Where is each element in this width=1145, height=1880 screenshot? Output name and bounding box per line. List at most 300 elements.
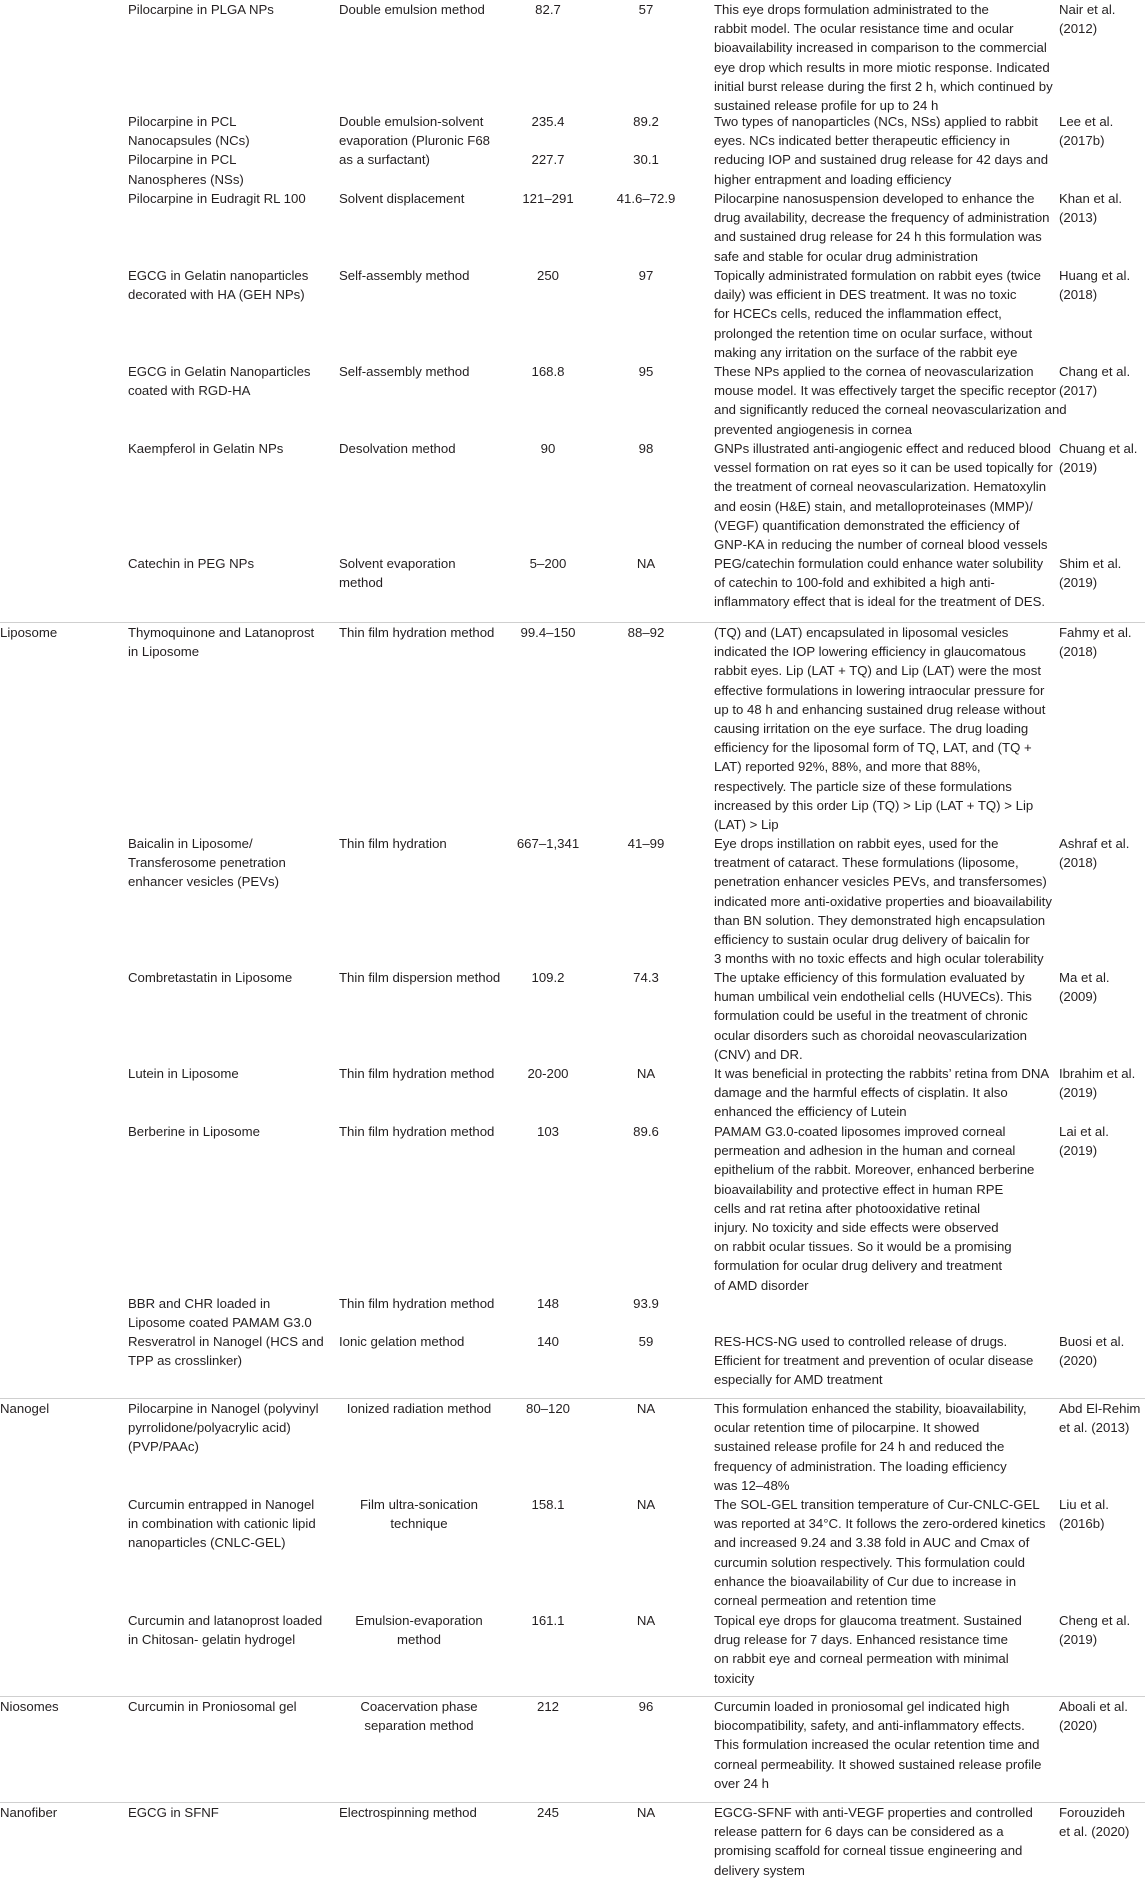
method-cell [339,362,469,381]
efficiency-cell-line: 98 [638,441,654,456]
particle-size-cell-line [500,131,596,150]
method-cell-line: Coacervation phase [360,1699,478,1714]
remarks-cell-line: ocular disorders such as choroidal neovascularization [714,1027,1028,1043]
reference-cell-line: Liu et al. [1059,1497,1109,1512]
method-cell-line: Electrospinning method [339,1805,477,1820]
method-cell-line: Thin film hydration method [339,1124,495,1139]
particle-size-cell [500,439,596,458]
particle-size-cell-line: 99.4–150 [520,625,576,640]
reference-cell-line: (2016b) [1059,1516,1105,1532]
remarks-cell-line: bioavailability increased in comparison to the commercial [714,40,1047,56]
formulation-cell-line: Pilocarpine in PCL [128,152,237,168]
formulation-cell [128,189,306,208]
method-cell-line: separation method [364,1718,474,1734]
formulation-cell [128,266,308,304]
reference-cell-line: Shim et al. [1059,556,1122,571]
formulation-cell-line: Curcumin in Proniosomal gel [128,1699,297,1714]
formulation-cell [128,834,286,892]
reference-cell [1059,189,1122,227]
method-cell [339,1399,499,1418]
efficiency-cell [596,1122,696,1141]
remarks-cell-line: over 24 h [714,1775,769,1791]
efficiency-cell-line: 89.6 [633,1124,659,1139]
reference-cell-line: et al. (2013) [1059,1420,1130,1436]
formulation-cell-line: Transferosome penetration [128,855,286,871]
method-cell-line: technique [390,1516,448,1532]
efficiency-cell-line: NA [636,1401,656,1416]
category-cell-line: Liposome [0,625,58,640]
remarks-cell-line: especially for AMD treatment [714,1372,883,1388]
remarks-cell-line: PEG/catechin formulation could enhance water solubility [714,556,1044,571]
formulation-cell-line: Kaempferol in Gelatin NPs [128,441,284,456]
particle-size-cell-line: 90 [540,441,556,456]
reference-cell-line: (2020) [1059,1353,1098,1369]
efficiency-cell-line: 30.1 [633,152,659,168]
reference-cell-line: Khan et al. [1059,191,1123,206]
formulation-cell-line: nanoparticles (CNLC-GEL) [128,1535,286,1551]
particle-size-cell [500,362,596,381]
reference-cell-line: Huang et al. [1059,268,1131,283]
formulation-cell [128,623,314,661]
remarks-cell [714,834,1052,968]
remarks-cell-line: formulation for ocular drug delivery and treatment [714,1258,1003,1274]
remarks-cell-line: The SOL-GEL transition temperature of Cur-CNLC-GEL [714,1497,1040,1512]
reference-cell [1059,554,1121,592]
formulation-cell [128,1332,324,1370]
formulation-cell-line: Catechin in PEG NPs [128,556,255,571]
reference-cell-line: (2013) [1059,210,1098,226]
remarks-cell-line: sustained release profile for 24 h and reduced the [714,1439,1005,1455]
formulation-cell-line: Pilocarpine in PCL [128,114,237,129]
remarks-cell-line: increased by this order Lip (TQ) > Lip (LAT + TQ) > Lip [714,797,1034,813]
remarks-cell-line: penetration enhancer vesicles PEVs, and transfersomes) [714,874,1047,890]
remarks-cell-line: (CNV) and DR. [714,1046,803,1062]
method-cell-line: Ionized radiation method [346,1401,492,1416]
reference-cell-line: Nair et al. [1059,2,1116,17]
formulation-cell-line: in Chitosan- gelatin hydrogel [128,1632,296,1648]
particle-size-cell-line: 227.7 [531,152,565,168]
particle-size-cell [500,968,596,987]
formulation-cell [128,1495,316,1553]
reference-cell [1059,1332,1124,1370]
formulation-cell-line: Curcumin entrapped in Nanogel [128,1497,315,1512]
method-cell-line: as a surfactant) [339,152,430,168]
formulation-cell-line: pyrrolidone/polyacrylic acid) [128,1420,291,1436]
formulation-cell-line: Pilocarpine in PLGA NPs [128,2,274,17]
remarks-cell [714,189,1050,266]
remarks-cell-line: human umbilical vein endothelial cells (HUVECs). This [714,989,1032,1005]
remarks-cell-line: Pilocarpine nanosuspension developed to enhance the [714,191,1035,206]
remarks-cell-line: on rabbit eye and corneal permeation with minimal [714,1651,1009,1667]
method-cell-line: method [397,1632,441,1648]
remarks-cell-line: safe and stable for ocular drug administration [714,248,978,264]
remarks-cell-line: Eye drops instillation on rabbit eyes, used for the [714,836,999,851]
particle-size-cell-line: 148 [536,1296,559,1311]
efficiency-cell-line: 41.6–72.9 [616,191,676,206]
reference-cell [1059,623,1132,661]
particle-size-cell [500,112,596,170]
method-cell [339,266,469,285]
remarks-cell-line: permeation and adhesion in the human and corneal [714,1143,1016,1159]
reference-cell-line: (2019) [1059,1085,1098,1101]
efficiency-cell [596,1803,696,1822]
remarks-cell-line: for HCECs cells, reduced the inflammation effect, [714,306,1002,322]
reference-cell-line: (2019) [1059,460,1098,476]
efficiency-cell-line: NA [636,556,656,571]
formulation-cell-line: in Liposome [128,644,200,660]
particle-size-cell [500,1294,596,1313]
efficiency-cell-line: NA [636,1805,656,1820]
remarks-cell [714,1064,1049,1122]
remarks-cell-line: PAMAM G3.0-coated liposomes improved corneal [714,1124,1006,1139]
remarks-cell-line: GNPs illustrated anti-angiogenic effect and reduced blood [714,441,1051,456]
remarks-cell-line: initial burst release during the first 2 h, which continued by [714,78,1053,94]
remarks-cell-line: toxicity [714,1670,755,1686]
method-cell-line: Solvent displacement [339,191,465,206]
remarks-cell-line: damage and the harmful effects of cisplatin. It also [714,1085,1008,1101]
formulation-cell-line: Curcumin and latanoprost loaded [128,1613,323,1628]
particle-size-cell [500,1611,596,1630]
method-cell [339,1803,477,1822]
reference-cell [1059,1697,1128,1735]
remarks-cell-line: Topical eye drops for glaucoma treatment. Sustained [714,1613,1022,1628]
remarks-cell-line: eye drop which results in more miotic response. Indicated [714,59,1050,75]
remarks-cell [714,1697,1041,1793]
remarks-cell-line: prevented angiogenesis in cornea [714,421,912,437]
reference-cell [1059,1495,1109,1533]
table-row [0,1696,1145,1791]
method-cell [339,1294,494,1313]
remarks-cell [714,1122,1034,1295]
formulation-cell-line: EGCG in Gelatin Nanoparticles [128,364,311,379]
reference-cell-line: Ibrahim et al. [1059,1066,1136,1081]
method-cell [339,0,485,19]
category-cell [0,623,57,642]
remarks-cell-line: The uptake efficiency of this formulation evaluated by [714,970,1025,985]
remarks-cell-line: (TQ) and (LAT) encapsulated in liposomal vesicles [714,625,1009,640]
remarks-cell-line: (VEGF) quantification demonstrated the efficiency of [714,517,1020,533]
formulation-cell [128,0,274,19]
reference-cell-line: et al. (2020) [1059,1824,1130,1840]
remarks-cell-line: (LAT) > Lip [714,816,779,832]
category-cell [0,1803,57,1822]
method-cell [339,1332,464,1351]
remarks-cell-line: prolonged the retention time on ocular surface, without [714,325,1033,341]
remarks-cell-line: and significantly reduced the corneal neovascularization and [714,402,1067,418]
reference-cell-line: (2012) [1059,21,1098,37]
method-cell [339,968,500,987]
efficiency-cell-line: 59 [638,1334,654,1349]
method-cell-line: Double emulsion method [339,2,485,17]
reference-cell [1059,1064,1135,1102]
method-cell [339,112,490,170]
remarks-cell-line: epithelium of the rabbit. Moreover, enhanced berberine [714,1162,1035,1178]
method-cell [339,1697,499,1735]
table-row [0,622,1145,832]
remarks-cell-line: frequency of administration. The loading efficiency [714,1458,1007,1474]
particle-size-cell-line: 245 [536,1805,559,1820]
particle-size-cell-line: 121–291 [522,191,574,206]
reference-cell-line: (2018) [1059,644,1098,660]
efficiency-cell [596,1697,696,1716]
remarks-cell-line: higher entrapment and loading efficiency [714,171,952,187]
remarks-cell-line: This formulation enhanced the stability, bioavailability, [714,1401,1027,1416]
formulation-cell-line: Pilocarpine in Nanogel (polyvinyl [128,1401,319,1416]
efficiency-cell-line: NA [636,1497,656,1512]
efficiency-cell [596,1064,696,1083]
remarks-cell-line: corneal permeability. It showed sustained release profile [714,1756,1042,1772]
particle-size-cell-line: 20-200 [527,1066,569,1081]
remarks-cell-line: and sustained drug release for 24 h this formulation was [714,229,1042,245]
reference-cell-line: (2020) [1059,1718,1098,1734]
remarks-cell-line: EGCG-SFNF with anti-VEGF properties and controlled [714,1805,1033,1820]
remarks-cell-line: formulation could be useful in the treatment of chronic [714,1008,1028,1024]
particle-size-cell [500,834,596,853]
remarks-cell-line: treatment of cataract. These formulations (liposome, [714,855,1019,871]
remarks-cell-line: indicated more anti-oxidative properties and bioavailability [714,893,1052,909]
method-cell-line: Desolvation method [339,441,456,456]
efficiency-cell [596,439,696,458]
category-cell-line: Nanofiber [0,1805,58,1820]
particle-size-cell-line: 250 [536,268,559,283]
method-cell-line: Double emulsion-solvent [339,114,484,129]
particle-size-cell-line: 5–200 [529,556,567,571]
formulation-cell-line: Resveratrol in Nanogel (HCS and [128,1334,324,1349]
efficiency-cell-line: 93.9 [633,1296,659,1311]
remarks-cell-line: corneal permeation and retention time [714,1592,937,1608]
particle-size-cell-line: 235.4 [531,114,565,129]
formulation-cell [128,112,250,189]
reference-cell-line: (2009) [1059,989,1098,1005]
remarks-cell-line: Two types of nanoparticles (NCs, NSs) applied to rabbit [714,114,1038,129]
remarks-cell-line: effective formulations in lowering intraocular pressure for [714,682,1045,698]
formulation-cell-line: TPP as crosslinker) [128,1353,243,1369]
remarks-cell-line: Topically administrated formulation on rabbit eyes (twice [714,268,1041,283]
formulation-cell-line: in combination with cationic lipid [128,1516,316,1532]
efficiency-cell [596,189,696,208]
reference-cell-line: Aboali et al. [1059,1699,1128,1714]
method-cell-line: Self-assembly method [339,268,470,283]
remarks-cell-line: making any irritation on the surface of the rabbit eye [714,344,1018,360]
remarks-cell-line: was reported at 34°C. It follows the zero-ordered kinetics [714,1516,1046,1532]
remarks-cell-line: rabbit model. The ocular resistance time and ocular [714,21,1014,37]
reference-cell-line: (2017) [1059,383,1098,399]
remarks-cell-line: It was beneficial in protecting the rabbits’ retina from DNA [714,1066,1050,1081]
remarks-cell [714,1611,1022,1688]
remarks-cell-line: cells and rat retina after photooxidative retinal [714,1200,981,1216]
category-cell [0,1697,59,1716]
remarks-cell [714,1495,1045,1610]
formulation-cell-line: EGCG in SFNF [128,1805,219,1820]
particle-size-cell-line: 80–120 [525,1401,570,1416]
remarks-cell-line: This formulation increased the ocular retention time and [714,1737,1040,1753]
remarks-cell-line: mouse model. It was effectively target the specific receptor [714,383,1057,399]
remarks-cell-line: sustained release profile for up to 24 h [714,97,939,113]
remarks-cell-line: up to 48 h and enhancing sustained drug release without [714,701,1046,717]
method-cell-line: Thin film hydration [339,836,447,851]
particle-size-cell-line: 161.1 [531,1613,565,1628]
method-cell [339,1064,494,1083]
method-cell [339,439,456,458]
particle-size-cell [500,1495,596,1514]
efficiency-cell-line: 95 [638,364,654,379]
particle-size-cell-line: 103 [536,1124,559,1139]
reference-cell-line: Fahmy et al. [1059,625,1132,640]
reference-cell [1059,834,1129,872]
reference-cell-line: Forouzideh [1059,1805,1125,1820]
remarks-cell-line: efficiency to sustain ocular drug delivery of baicalin for [714,931,1030,947]
remarks-cell [714,112,1048,189]
reference-cell-line: Lai et al. [1059,1124,1109,1139]
reference-cell-line: Ma et al. [1059,970,1110,985]
formulation-cell-line: coated with RGD-HA [128,383,251,399]
remarks-cell-line: release pattern for 6 days can be considered as a [714,1824,1004,1840]
remarks-cell-line: 3 months with no toxic effects and high ocular tolerability [714,951,1044,967]
formulation-cell-line: Pilocarpine in Eudragit RL 100 [128,191,306,206]
method-cell [339,1611,499,1649]
formulation-cell [128,1611,322,1649]
formulation-cell-line: Nanospheres (NSs) [128,171,244,187]
efficiency-cell-line: NA [636,1066,656,1081]
formulation-cell-line: EGCG in Gelatin nanoparticles [128,268,309,283]
remarks-cell-line: drug release for 7 days. Enhanced resistance time [714,1632,1008,1648]
remarks-cell-line: than BN solution. They demonstrated high encapsulation [714,912,1046,928]
reference-cell [1059,1122,1109,1160]
reference-cell-line: (2018) [1059,287,1098,303]
efficiency-cell [596,112,696,170]
remarks-cell [714,1803,1033,1880]
formulation-cell [128,439,283,458]
category-cell-line: Nanogel [0,1401,50,1416]
reference-cell-line: Cheng et al. [1059,1613,1131,1628]
formulation-cell [128,1803,219,1822]
remarks-cell [714,1332,1033,1390]
method-cell-line: Thin film hydration method [339,1066,495,1081]
formulation-cell [128,1399,319,1457]
remarks-cell-line: ocular retention time of pilocarpine. It showed [714,1420,980,1436]
reference-cell [1059,968,1110,1006]
reference-cell [1059,112,1113,150]
method-cell-line: Self-assembly method [339,364,470,379]
remarks-cell-line: causing irritation on the eye surface. The drug loading [714,720,1029,736]
particle-size-cell-line: 82.7 [535,2,561,17]
particle-size-cell [500,1697,596,1716]
remarks-cell-line: curcumin solution respectively. This formulation could [714,1554,1026,1570]
remarks-cell [714,439,1053,554]
method-cell [339,623,494,642]
efficiency-cell [596,623,696,642]
efficiency-cell-line: 97 [638,268,654,283]
remarks-cell-line: eyes. NCs indicated better therapeutic efficiency in [714,133,1010,149]
remarks-cell-line: of catechin to 100-fold and exhibited a high anti- [714,575,995,591]
efficiency-cell-line: 89.2 [633,114,659,129]
efficiency-cell-line: 41–99 [627,836,665,851]
formulation-cell [128,1294,312,1332]
method-cell-line: Solvent evaporation [339,556,456,571]
remarks-cell-line: RES-HCS-NG used to controlled release of drugs. [714,1334,1008,1349]
reference-cell-line: Chang et al. [1059,364,1131,379]
method-cell-line: Ionic gelation method [339,1334,465,1349]
remarks-cell [714,623,1045,834]
reference-cell-line: (2017b) [1059,133,1105,149]
efficiency-cell [596,362,696,381]
remarks-cell-line: promising scaffold for corneal tissue engineering and [714,1843,1023,1859]
particle-size-cell-line: 158.1 [531,1497,565,1512]
formulation-cell [128,1064,239,1083]
remarks-cell-line: Curcumin loaded in proniosomal gel indicated high [714,1699,1010,1714]
reference-cell [1059,0,1115,38]
efficiency-cell [596,266,696,285]
remarks-cell-line: and increased 9.24 and 3.38 fold in AUC and Cmax of [714,1535,1030,1551]
particle-size-cell-line: 109.2 [531,970,565,985]
particle-size-cell [500,1399,596,1418]
remarks-cell [714,266,1041,362]
efficiency-cell [596,834,696,853]
particle-size-cell [500,1064,596,1083]
remarks-cell-line: daily) was efficient in DES treatment. It was no toxic [714,287,1017,303]
efficiency-cell-line [596,131,696,150]
formulation-cell-line: Thymoquinone and Latanoprost [128,625,315,640]
efficiency-cell [596,0,696,19]
particle-size-cell [500,0,596,19]
particle-size-cell [500,266,596,285]
reference-cell [1059,1399,1140,1437]
remarks-cell-line: respectively. The particle size of these formulations [714,778,1012,794]
remarks-cell-line: indicated the IOP lowering efficiency in glaucomatous [714,644,1026,660]
particle-size-cell-line: 140 [536,1334,559,1349]
particle-size-cell [500,1803,596,1822]
reference-cell-line: Abd El-Rehim [1059,1401,1141,1416]
method-cell [339,1122,494,1141]
table-row [0,1802,1145,1878]
formulation-cell-line: BBR and CHR loaded in [128,1296,271,1311]
remarks-cell-line: reducing IOP and sustained drug release for 42 days and [714,152,1049,168]
category-cell [0,1399,49,1418]
remarks-cell-line: This eye drops formulation administrated to the [714,2,989,17]
method-cell [339,834,447,853]
reference-cell [1059,1611,1130,1649]
formulation-cell-line: Combretastatin in Liposome [128,970,293,985]
formulation-cell-line: (PVP/PAAc) [128,1439,199,1455]
reference-cell-line: Ashraf et al. [1059,836,1130,851]
particle-size-cell [500,554,596,573]
remarks-cell-line: injury. No toxicity and side effects were observed [714,1219,999,1235]
formulation-cell-line: Baicalin in Liposome/ [128,836,253,851]
reference-cell [1059,266,1130,304]
formulation-cell-line: Nanocapsules (NCs) [128,133,250,149]
efficiency-cell-line: 96 [638,1699,654,1714]
efficiency-cell-line: 74.3 [633,970,659,985]
remarks-cell-line: bioavailability and protective effect in human RPE [714,1181,1004,1197]
particle-size-cell [500,189,596,208]
formulation-cell [128,554,254,573]
formulation-cell-line: enhancer vesicles (PEVs) [128,874,279,890]
remarks-cell-line: enhance the bioavailability of Cur due to increase in [714,1573,1017,1589]
method-cell-line: Thin film hydration method [339,1296,495,1311]
efficiency-cell [596,554,696,573]
formulation-cell [128,362,311,400]
efficiency-cell-line: 57 [638,2,654,17]
remarks-cell [714,554,1045,612]
remarks-cell [714,0,1053,115]
remarks-cell-line: and eosin (H&E) stain, and metalloproteinases (MMP)/ [714,498,1033,514]
particle-size-cell-line: 212 [536,1699,559,1714]
remarks-cell-line: drug availability, decrease the frequency of administration [714,210,1050,226]
efficiency-cell [596,1495,696,1514]
remarks-cell-line: inflammatory effect that is ideal for the treatment of DES. [714,594,1046,610]
method-cell-line: method [339,575,383,591]
method-cell-line: evaporation (Pluronic F68 [339,133,491,149]
